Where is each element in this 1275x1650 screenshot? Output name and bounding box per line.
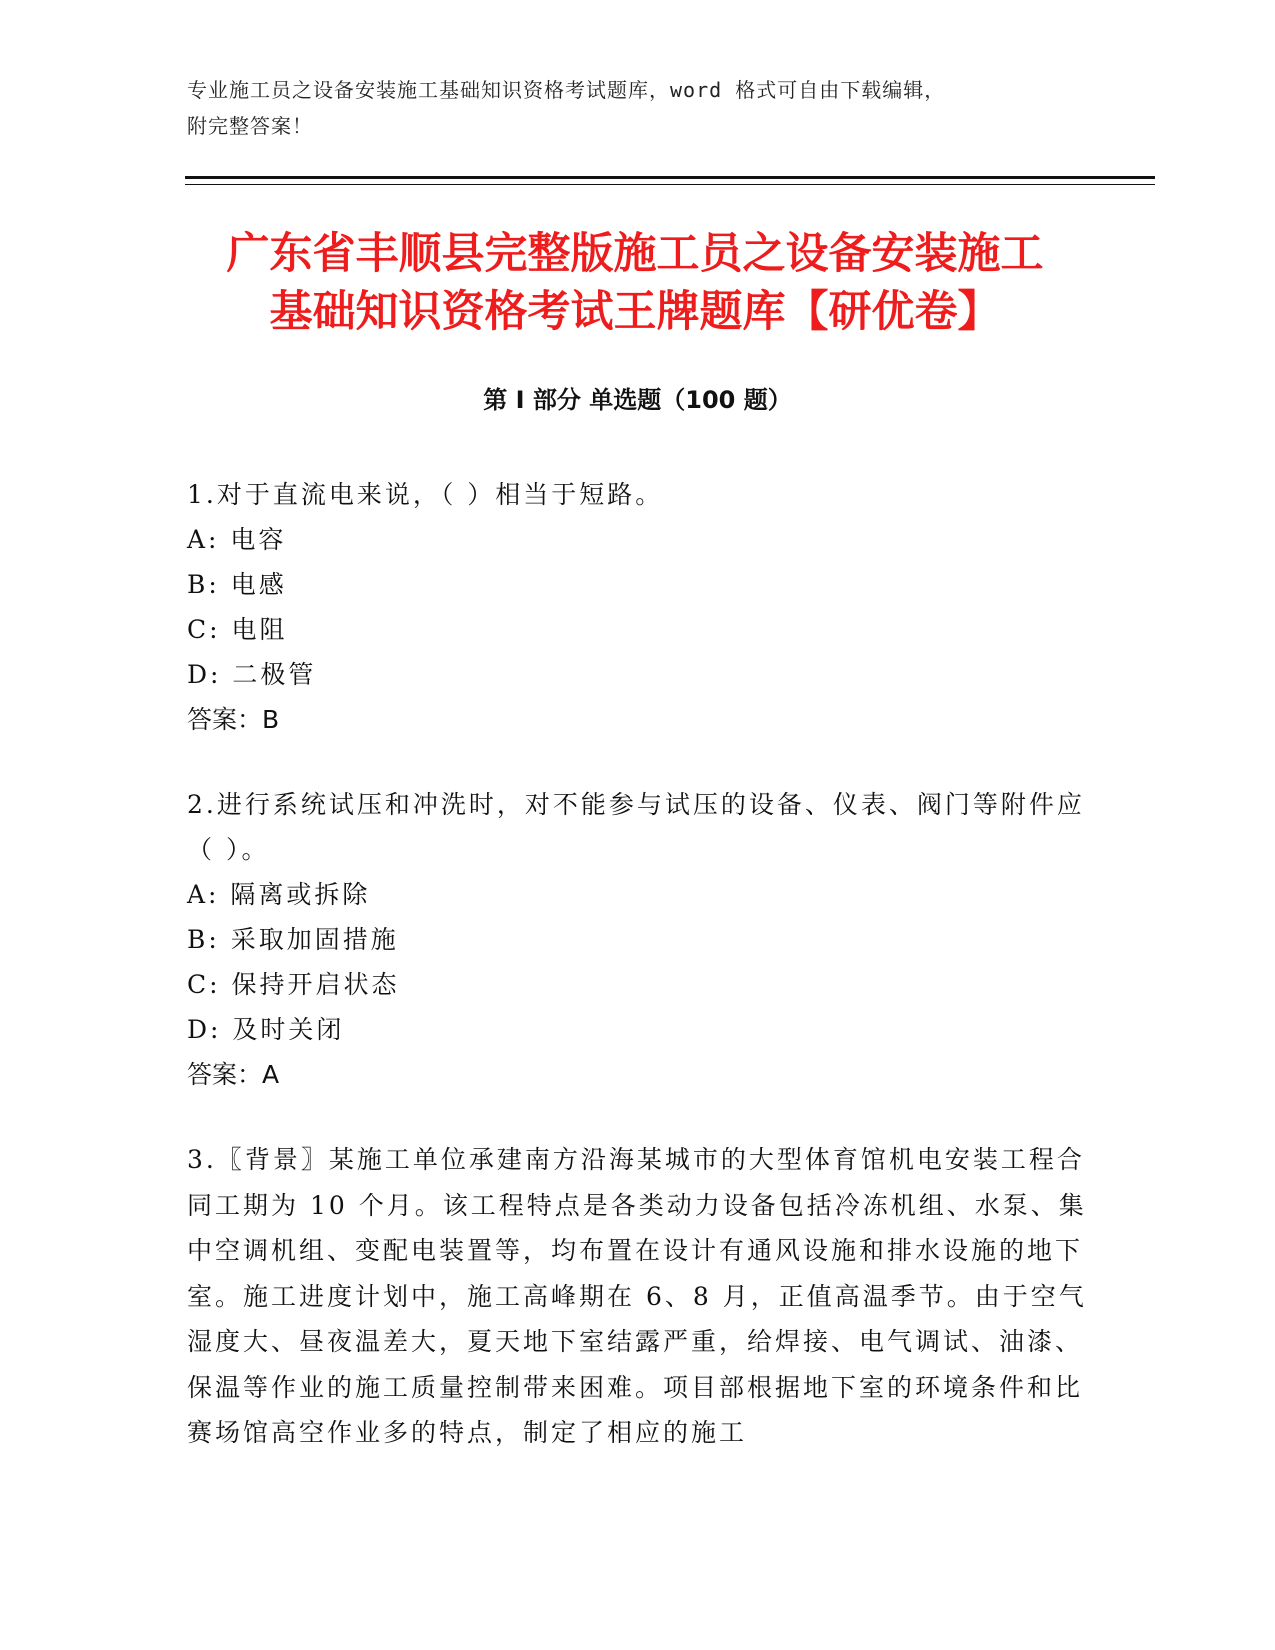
option-a: A: 电容 [187, 525, 287, 554]
document-title-line2: 基础知识资格考试王牌题库【研优卷】 [269, 287, 1001, 337]
option-c: C: 保持开启状态 [187, 970, 400, 999]
question-text: 3.〖背景〗某施工单位承建南方沿海某城市的大型体育馆机电安装工程合同工期为 10 个月。该工程特点是各类动力设备包括冷冻机组、水泵、集中空调机组、变配电装置等，均布置在设计有通风设施和排水设施的地下室。施工进度计划中，施工高峰期在 6、8 月，正值高温季节。由于空气湿度大、昼夜温差大，夏天地下室结露严重，给焊接、电气调试、油漆、保温等作业的施工质量控制带来困难。项目部根据地下室的环境条件和比赛场馆高空作业多的特点，制定了相应的施工 [187, 1145, 1087, 1447]
question-1 [187, 472, 1087, 742]
question-text: 2.进行系统试压和冲洗时，对不能参与试压的设备、仪表、阀门等附件应（ ）。 [187, 790, 1085, 864]
question-3 [187, 1137, 1087, 1456]
option-b: B: 电感 [187, 570, 287, 599]
question-list [187, 472, 1087, 1496]
document-title-line1: 广东省丰顺县完整版施工员之设备安装施工 [226, 229, 1044, 279]
option-d: D: 二极管 [187, 660, 317, 689]
section-title: 第 I 部分 单选题（100 题） [483, 386, 792, 414]
header-divider-thick [185, 176, 1155, 179]
answer: 答案：A [187, 1060, 280, 1089]
header-note [187, 72, 1087, 144]
option-b: B: 采取加固措施 [187, 925, 399, 954]
option-d: D: 及时关闭 [187, 1015, 345, 1044]
header-divider-thin [185, 184, 1155, 185]
header-note-line1: 专业施工员之设备安装施工基础知识资格考试题库，word 格式可自由下载编辑， [187, 78, 946, 102]
option-a: A: 隔离或拆除 [187, 880, 371, 909]
option-c: C: 电阻 [187, 615, 288, 644]
answer: 答案：B [187, 705, 280, 734]
question-text: 1.对于直流电来说，（ ）相当于短路。 [187, 480, 664, 509]
document-title [140, 225, 1130, 341]
header-note-line2: 附完整答案！ [187, 114, 313, 138]
question-2 [187, 782, 1087, 1097]
